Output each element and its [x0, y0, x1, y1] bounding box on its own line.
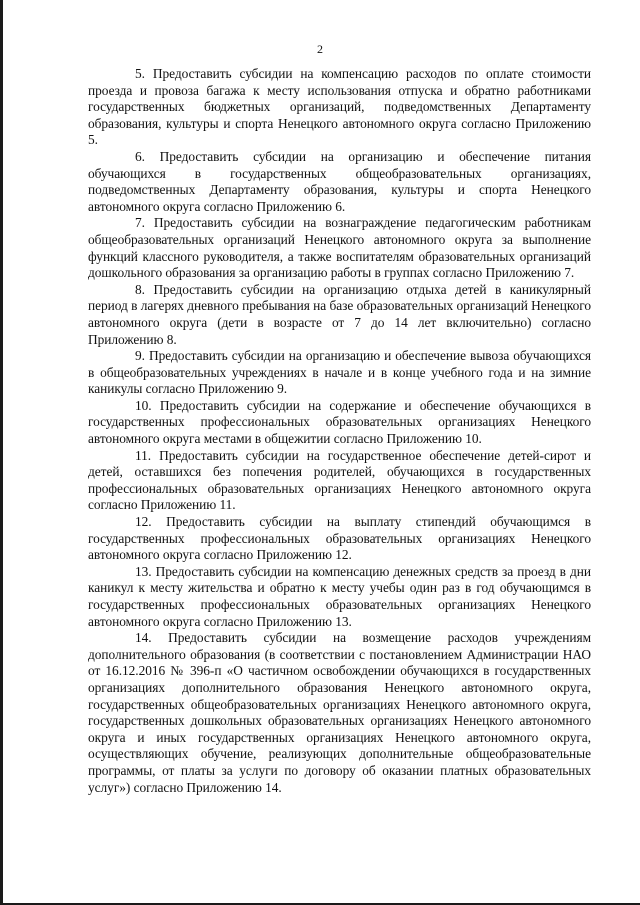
paragraph-item-5: 5. Предоставить субсидии на компенсацию расходов по оплате стоимости проезда и провоза багажа к месту использования отпуска и обратно работниками государственных бюджетных организаций, подведомственных Департаменту образования, культуры и спорта Ненецкого автономного округа согласно Приложению 5. [88, 66, 591, 148]
paragraph-item-12: 12. Предоставить субсидии на выплату стипендий обучающимся в государственных профессиональных образовательных организациях Ненецкого автономного округа согласно Приложению 12. [88, 514, 591, 563]
paragraph-item-6: 6. Предоставить субсидии на организацию и обеспечение питания обучающихся в государственных общеобразовательных организациях, подведомственных Департаменту образования, культуры и спорта Ненецкого автономного округа согласно Приложению 6. [88, 148, 591, 214]
paragraph-item-10: 10. Предоставить субсидии на содержание и обеспечение обучающихся в государственных профессиональных образовательных организациях Ненецкого автономного округа местами в общежитии согласно Приложению 10. [88, 397, 591, 447]
page-number: 2 [317, 42, 323, 56]
paragraph-item-11: 11. Предоставить субсидии на государственное обеспечение детей-сирот и детей, оставшихся без попечения родителей, обучающихся в государственных профессиональных образовательных организациях Ненецкого автономного округа согласно Приложению 11. [88, 447, 591, 513]
paragraph-item-13: 13. Предоставить субсидии на компенсацию денежных средств за проезд в дни каникул к месту жительства и обратно к месту учебы один раз в год обучающимся в государственных профессиональных образовательных организациях Ненецкого автономного округа согласно Приложению 13. [88, 563, 591, 629]
paragraph-item-9: 9. Предоставить субсидии на организацию и обеспечение вывоза обучающихся в общеобразовательных учреждениях в начале и в конце учебного года и на зимние каникулы согласно Приложению 9. [88, 348, 591, 397]
paragraph-item-8: 8. Предоставить субсидии на организацию отдыха детей в каникулярный период в лагерях дневного пребывания на базе образовательных организаций Ненецкого автономного округа (дети в возрасте от 7 до 14 лет включительно) согласно Приложению 8. [88, 281, 591, 347]
document-body [88, 66, 591, 796]
paragraph-item-14: 14. Предоставить субсидии на возмещение расходов учреждениям дополнительного образования (в соответствии с постановлением Администрации НАО от 16.12.2016 № 396-п «О частичном освобождении обучающихся в государственных организациях дополнительного образования Ненецкого автономного округа, государственных общеобразовательных организациях Ненецкого автономного округа, государственных дошкольных образовательных организациях Ненецкого автономного округа и иных государственных организациях Ненецкого автономного округа, осуществляющих обучение, реализующих дополнительные общеобразовательные программы, от платы за услуги по договору об оказании платных образовательных услуг») согласно Приложению 14. [88, 630, 591, 795]
paragraph-item-7: 7. Предоставить субсидии на вознаграждение педагогическим работникам общеобразовательных организаций Ненецкого автономного округа за выполнение функций классного руководителя, а также воспитателям образовательных организаций дошкольного образования за организацию работы в группах согласно Приложению 7. [88, 215, 591, 281]
scan-edge-left [0, 0, 3, 905]
